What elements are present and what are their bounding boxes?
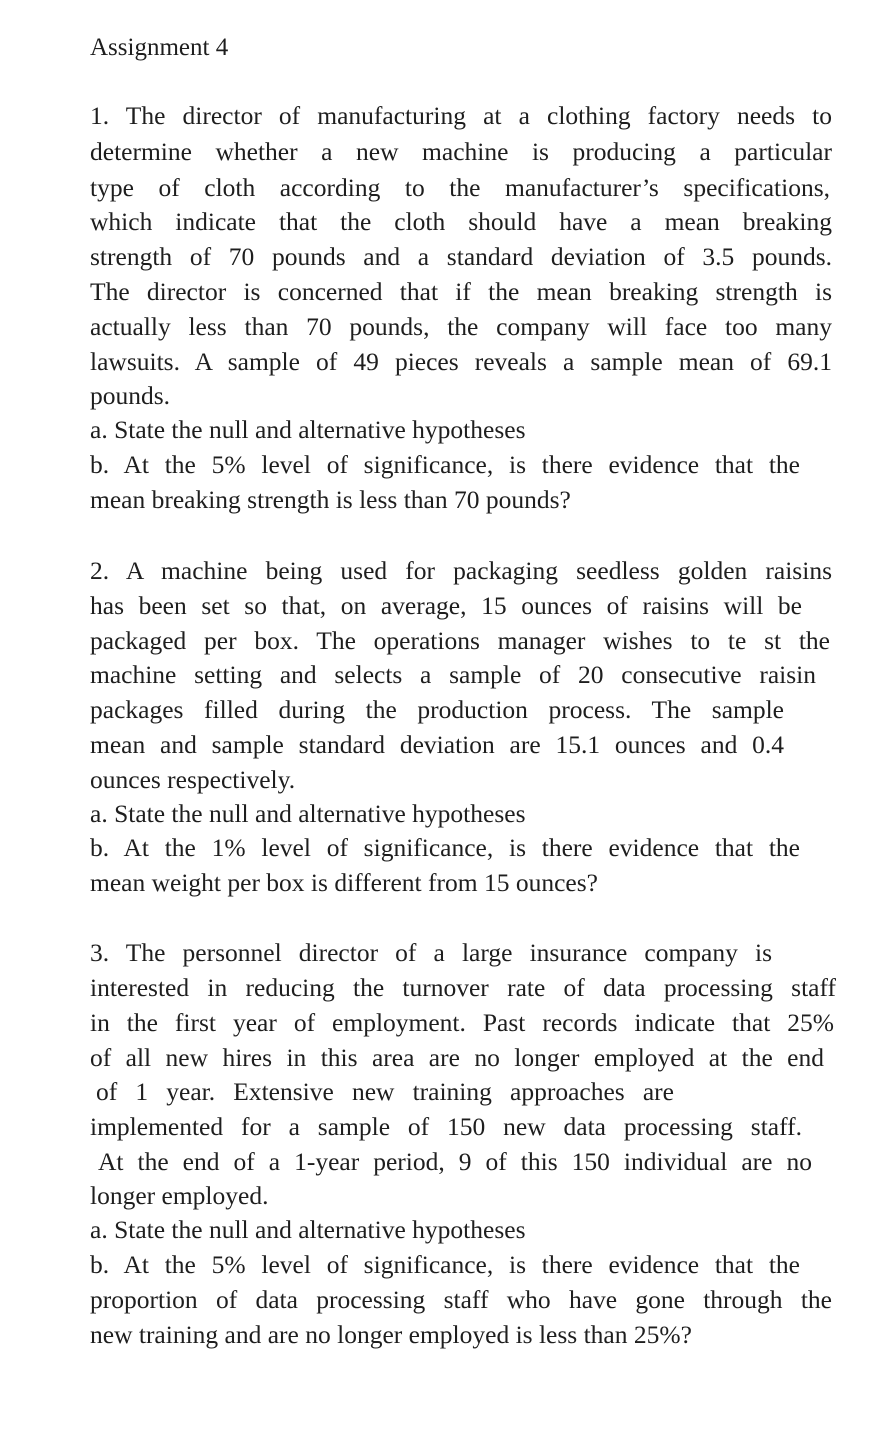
q1-part-b-line-2: mean breaking strength is less than 70 pounds? xyxy=(90,485,571,514)
q2-line-3: packaged per box. The operations manager wishes to te st the xyxy=(90,626,830,655)
q1-line-9: pounds. xyxy=(90,381,171,410)
q2-line-4: machine setting and selects a sample of 20 consecutive raisin xyxy=(90,660,816,689)
q2-part-a: a. State the null and alternative hypotheses xyxy=(90,799,526,828)
q3-part-b-line-1: b. At the 5% level of significance, is there evidence that the xyxy=(90,1250,800,1279)
q1-line-8: lawsuits. A sample of 49 pieces reveals a sample mean of 69.1 xyxy=(90,347,832,376)
q1-line-1: 1. The director of manufacturing at a clothing factory needs to xyxy=(90,101,832,130)
q2-line-6: mean and sample standard deviation are 15.1 ounces and 0.4 xyxy=(90,730,784,759)
q1-line-2: determine whether a new machine is producing a particular xyxy=(90,137,832,166)
q3-line-5: of 1 year. Extensive new training approaches are xyxy=(96,1077,674,1106)
q1-part-a: a. State the null and alternative hypotheses xyxy=(90,415,526,444)
q2-line-2: has been set so that, on average, 15 ounces of raisins will be xyxy=(90,591,802,620)
q2-line-5: packages filled during the production process. The sample xyxy=(90,695,784,724)
q3-line-1: 3. The personnel director of a large insurance company is xyxy=(90,938,772,967)
q1-line-6: The director is concerned that if the mean breaking strength is xyxy=(90,277,832,306)
q2-part-b-line-1: b. At the 1% level of significance, is there evidence that the xyxy=(90,833,800,862)
q3-line-3: in the first year of employment. Past records indicate that 25% xyxy=(90,1008,834,1037)
q3-part-b-line-2: proportion of data processing staff who have gone through the xyxy=(90,1285,832,1314)
q2-line-1: 2. A machine being used for packaging seedless golden raisins xyxy=(90,556,832,585)
q3-line-7: At the end of a 1-year period, 9 of this 150 individual are no xyxy=(98,1147,812,1176)
q3-line-8: longer employed. xyxy=(90,1181,269,1210)
q3-part-b-line-3: new training and are no longer employed is less than 25%? xyxy=(90,1320,692,1349)
q3-line-2: interested in reducing the turnover rate of data processing staff xyxy=(90,973,836,1002)
q1-part-b-line-1: b. At the 5% level of significance, is there evidence that the xyxy=(90,450,800,479)
q3-line-6: implemented for a sample of 150 new data processing staff. xyxy=(90,1112,802,1141)
q1-line-5: strength of 70 pounds and a standard deviation of 3.5 pounds. xyxy=(90,242,832,271)
q1-line-3: type of cloth according to the manufacturer’s specifications, xyxy=(90,173,830,202)
assignment-title: Assignment 4 xyxy=(90,34,229,61)
q3-part-a: a. State the null and alternative hypotheses xyxy=(90,1215,526,1244)
q2-part-b-line-2: mean weight per box is different from 15 ounces? xyxy=(90,868,598,897)
q3-line-4: of all new hires in this area are no longer employed at the end xyxy=(90,1043,824,1072)
q1-line-7: actually less than 70 pounds, the company will face too many xyxy=(90,312,832,341)
q2-line-7: ounces respectively. xyxy=(90,765,296,794)
q1-line-4: which indicate that the cloth should have a mean breaking xyxy=(90,207,832,236)
